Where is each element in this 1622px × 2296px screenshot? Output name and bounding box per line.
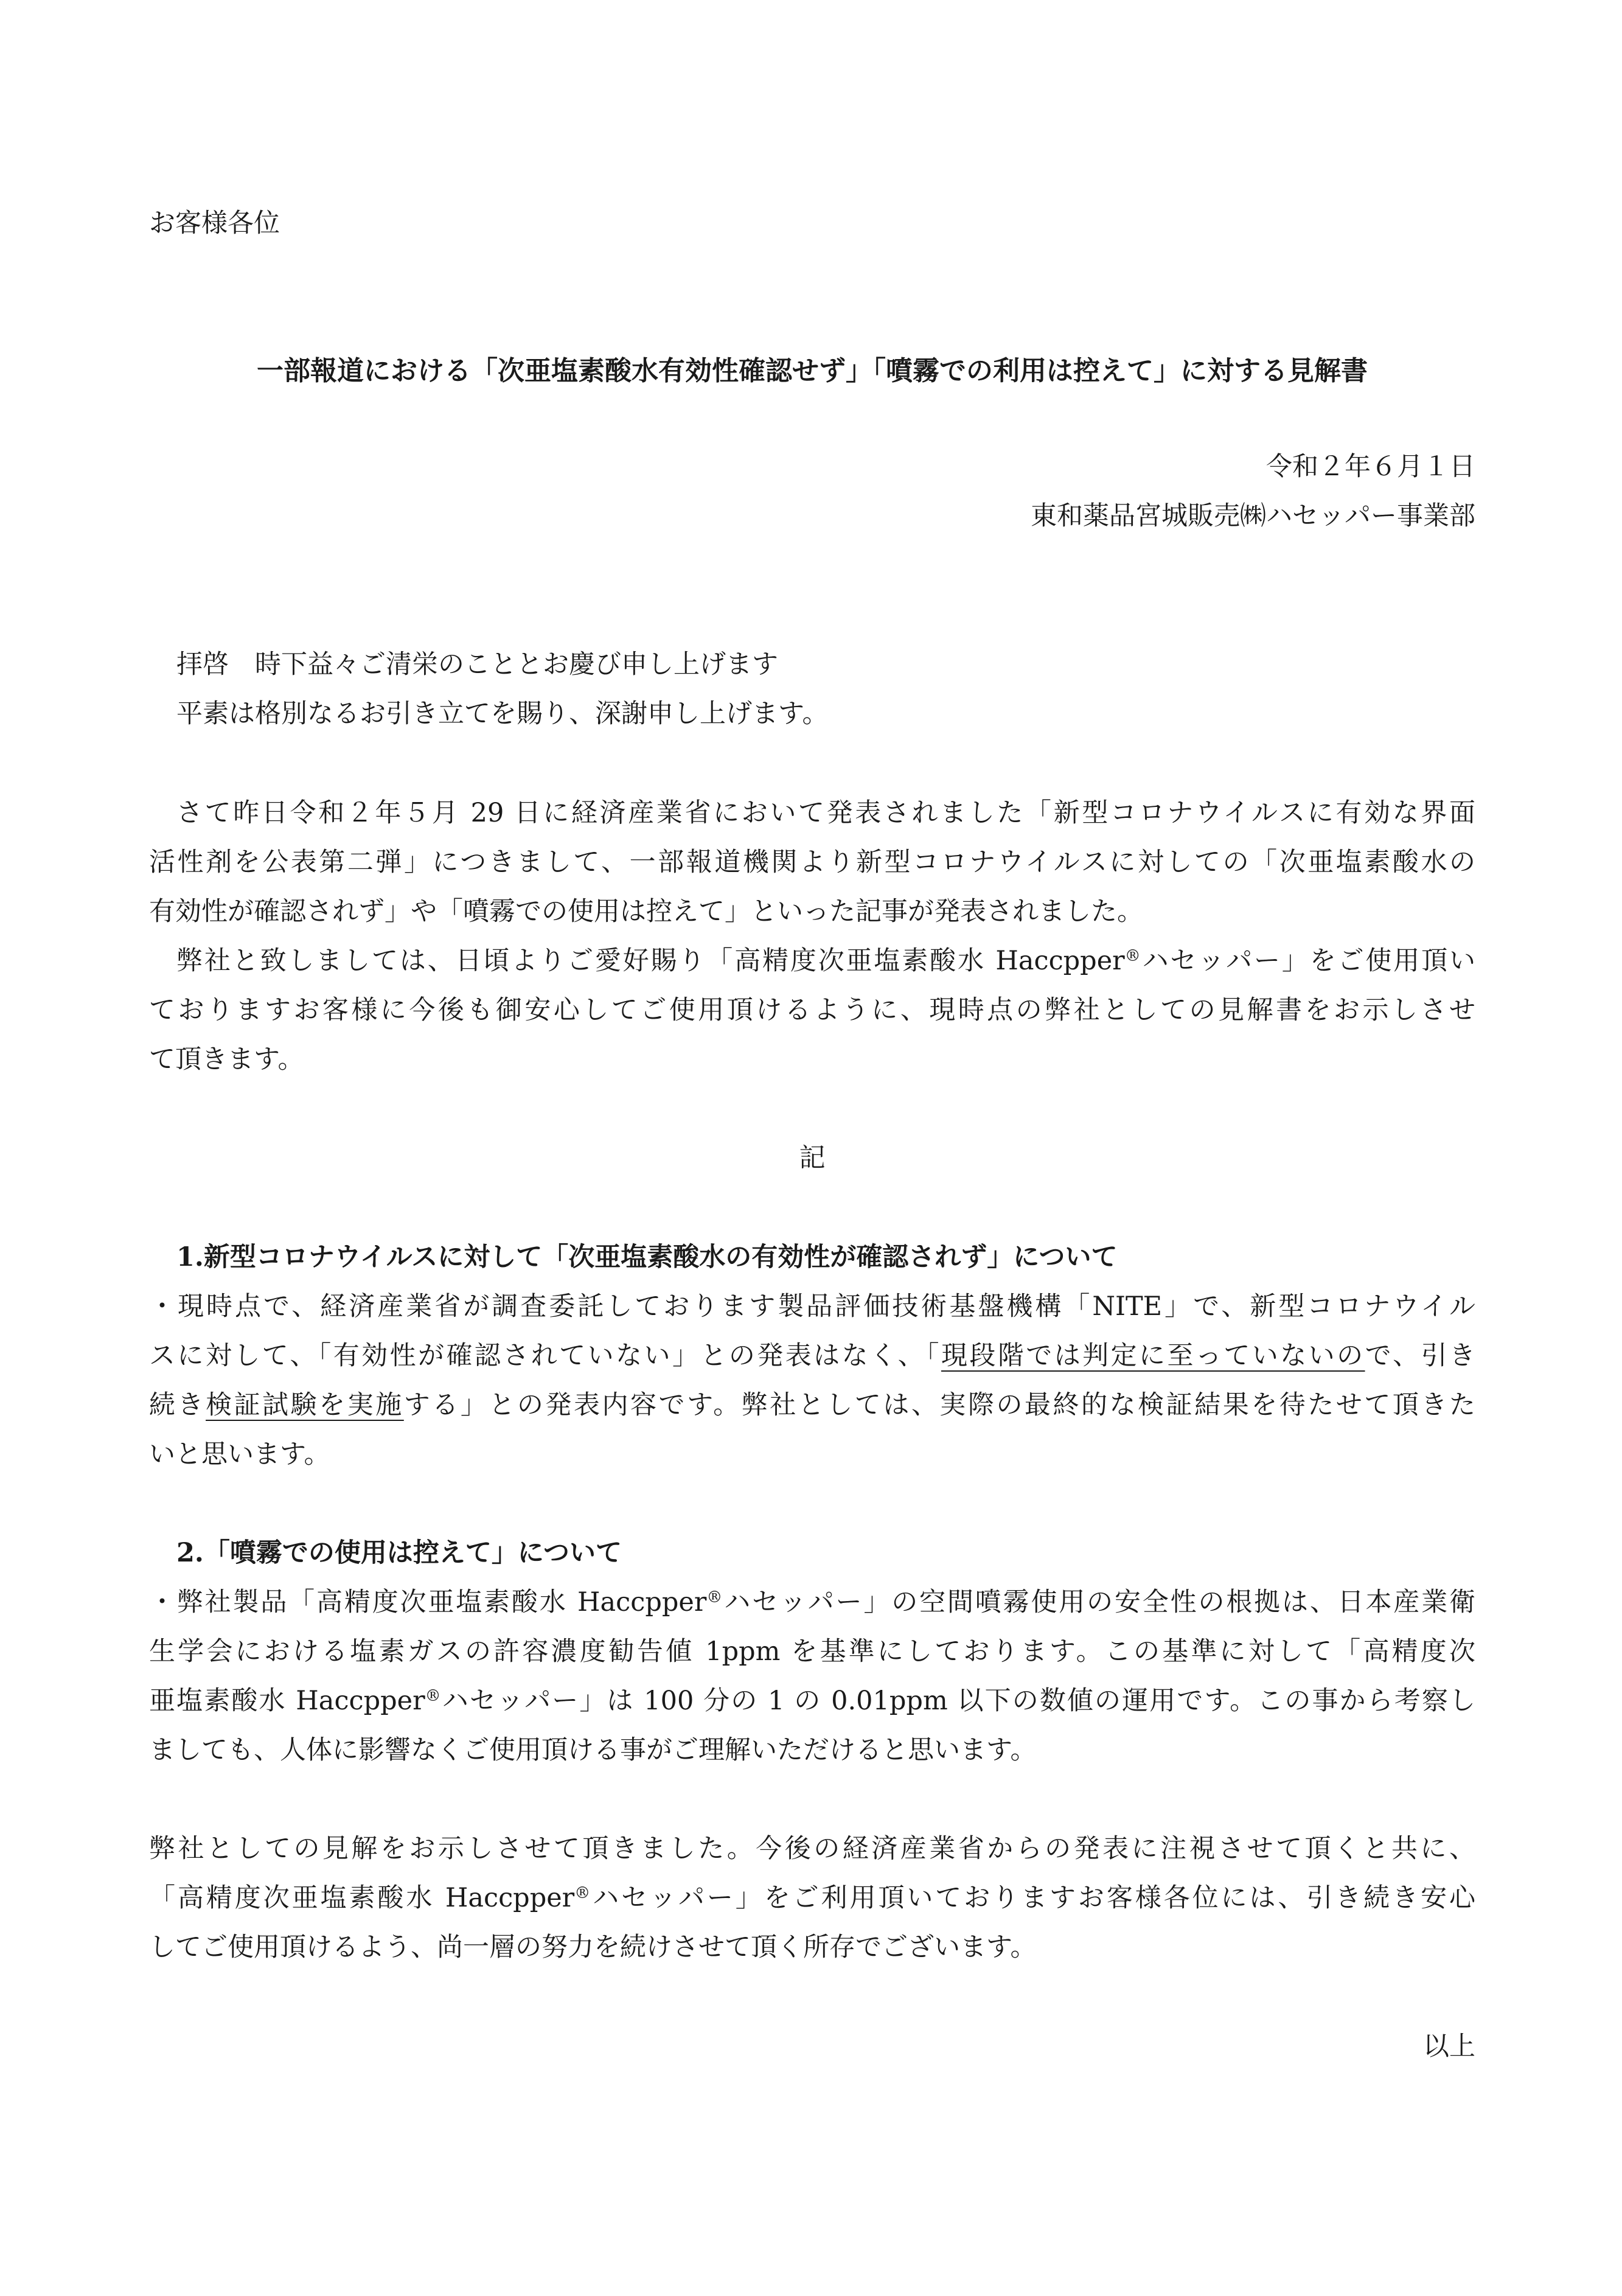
section-1-heading: 1.新型コロナウイルスに対して「次亜塩素酸水の有効性が確認されず」について: [176, 1242, 1118, 1272]
closing-line: 弊社としての見解をお示しさせて頂きました。今後の経済産業省からの発表に注視させて頂くと共に、: [149, 1834, 1475, 1864]
sender: 東和薬品宮城販売㈱ハセッパー事業部: [1031, 501, 1475, 531]
text-segment: 弊社と致しましては、日頃よりご愛好賜り「高精度次亜塩素酸水 Haccpper: [176, 946, 1125, 976]
text-segment: ハセッパー」をご利用頂いておりますお客様各位には、引き続き安心: [590, 1883, 1475, 1913]
section-1-line: いと思います。: [149, 1439, 330, 1470]
registered-mark: ®: [425, 1687, 441, 1705]
registered-mark: ®: [1124, 947, 1141, 965]
document-page: [149, 0, 1475, 2296]
text-segment: ・弊社製品「高精度次亜塩素酸水 Haccpper: [149, 1587, 707, 1617]
document-title: 一部報道における「次亜塩素酸水有効性確認せず」「噴霧での利用は控えて」に対する見解書: [257, 355, 1368, 386]
date: 令和２年６月１日: [1266, 452, 1475, 482]
section-2-line: ましても、人体に影響なくご使用頂ける事がご理解いただけると思います。: [149, 1735, 1037, 1765]
text-segment: 続き: [149, 1390, 206, 1420]
closing-line: [149, 1880, 1475, 1916]
end-mark: 以上: [1423, 2031, 1475, 2062]
ki-marker: 記: [799, 1143, 826, 1173]
section-1-line: ・現時点で、経済産業省が調査委託しております製品評価技術基盤機構「NITE」で、新型コロナウイル: [149, 1291, 1475, 1322]
salutation: お客様各位: [149, 208, 280, 239]
intro-paragraph-2-line: て頂きます。: [149, 1044, 304, 1075]
intro-paragraph-1-line: 有効性が確認されず」や「噴霧での使用は控えて」といった記事が発表されました。: [149, 896, 1143, 927]
section-1-line: [149, 1338, 1475, 1374]
text-segment: ハセッパー」は 100 分の 1 の 0.01ppm 以下の数値の運用です。この事から考察し: [440, 1686, 1475, 1716]
intro-paragraph-1-line: さて昨日令和２年５月 29 日に経済産業省において発表されました「新型コロナウイルスに有効な界面: [176, 798, 1475, 828]
underlined-text: 検証試験を実施: [206, 1390, 404, 1420]
text-segment: スに対して、「有効性が確認されていない」との発表はなく、「: [149, 1341, 941, 1371]
section-1-line: [149, 1387, 1475, 1423]
text-segment: で、引き: [1365, 1341, 1476, 1371]
intro-paragraph-2-line: ておりますお客様に今後も御安心してご使用頂けるように、現時点の弊社としての見解書をお示しさせ: [149, 995, 1475, 1025]
text-segment: 「高精度次亜塩素酸水 Haccpper: [149, 1883, 575, 1913]
intro-paragraph-2-line: [149, 943, 1475, 979]
section-2-line: [149, 1584, 1475, 1621]
text-segment: ハセッパー」をご使用頂い: [1140, 946, 1475, 976]
section-2-line: 生学会における塩素ガスの許容濃度勧告値 1ppm を基準にしております。この基準に対して「高精度次: [149, 1636, 1475, 1667]
greeting-line-2: 平素は格別なるお引き立てを賜り、深謝申し上げます。: [176, 699, 829, 729]
text-segment: 亜塩素酸水 Haccpper: [149, 1686, 425, 1716]
registered-mark: ®: [574, 1884, 591, 1902]
closing-line: してご使用頂けるよう、尚一層の努力を続けさせて頂く所存でございます。: [149, 1932, 1037, 1963]
greeting-line-1: 拝啓 時下益々ご清栄のこととお慶び申し上げます: [176, 649, 778, 680]
registered-mark: ®: [706, 1588, 723, 1607]
section-2-heading: 2.「噴霧での使用は控えて」について: [176, 1538, 622, 1568]
section-2-line: [149, 1683, 1475, 1719]
underlined-text: 現段階では判定に至っていないの: [941, 1341, 1365, 1371]
text-segment: する」との発表内容です。弊社としては、実際の最終的な検証結果を待たせて頂きた: [403, 1390, 1475, 1420]
text-segment: ハセッパー」の空間噴霧使用の安全性の根拠は、日本産業衛: [722, 1587, 1476, 1617]
intro-paragraph-1-line: 活性剤を公表第二弾」につきまして、一部報道機関より新型コロナウイルスに対しての「次亜塩素酸水の: [149, 847, 1475, 878]
